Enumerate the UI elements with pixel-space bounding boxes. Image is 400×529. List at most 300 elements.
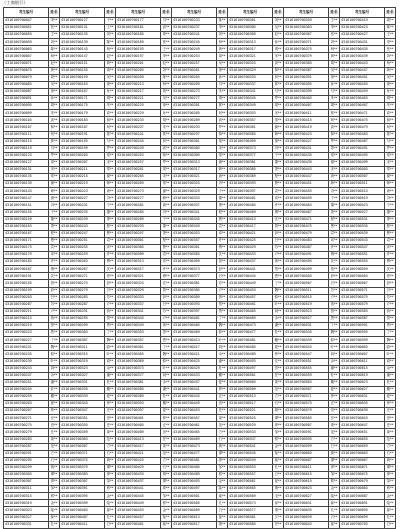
- candidate-id-cell: 4316100700227: [60, 195, 105, 202]
- candidate-id-cell: 4316100700265: [172, 74, 217, 81]
- candidate-name-cell: 傅**: [329, 252, 340, 259]
- candidate-name-cell: 余**: [273, 315, 284, 322]
- candidate-id-cell: 4316100700457: [116, 514, 161, 521]
- candidate-name-cell: 蔡**: [385, 315, 396, 322]
- candidate-id-cell: 4316100700461: [116, 521, 161, 528]
- candidate-name-cell: 金**: [161, 507, 172, 514]
- candidate-id-cell: 4316100700385: [116, 386, 161, 393]
- candidate-name-cell: 马**: [329, 88, 340, 95]
- candidate-id-cell: 4316100700267: [60, 266, 105, 273]
- candidate-name-cell: 梁**: [273, 103, 284, 110]
- candidate-name-cell: 任**: [385, 422, 396, 429]
- candidate-id-cell: 4316100700275: [4, 422, 49, 429]
- candidate-id-cell: 4316100700295: [60, 315, 105, 322]
- table-row: [4, 195, 396, 202]
- candidate-name-cell: 张**: [161, 39, 172, 46]
- candidate-id-cell: 4316100700311: [60, 344, 105, 351]
- candidate-name-cell: 邓**: [385, 245, 396, 252]
- candidate-id-cell: 4316100700115: [4, 138, 49, 145]
- candidate-name-cell: 马**: [161, 18, 172, 25]
- candidate-name-cell: 钟**: [105, 401, 116, 408]
- candidate-name-cell: 冯**: [105, 195, 116, 202]
- candidate-id-cell: 4316100700443: [340, 60, 385, 67]
- candidate-name-cell: 阎**: [161, 372, 172, 379]
- candidate-id-cell: 4316100700309: [172, 152, 217, 159]
- candidate-id-cell: 4316100700245: [172, 39, 217, 46]
- candidate-name-cell: 阎**: [273, 308, 284, 315]
- candidate-id-cell: 4316100700459: [340, 88, 385, 95]
- candidate-name-cell: 罗**: [161, 159, 172, 166]
- candidate-id-cell: 4316100700303: [4, 472, 49, 479]
- candidate-id-cell: 4316100700551: [284, 358, 329, 365]
- candidate-name-cell: 刘**: [273, 18, 284, 25]
- candidate-id-cell: 4316100700379: [60, 464, 105, 471]
- candidate-id-cell: 4316100700385: [172, 287, 217, 294]
- candidate-name-cell: 谢**: [217, 159, 228, 166]
- candidate-id-cell: 4316100700671: [340, 464, 385, 471]
- candidate-name-cell: 石**: [105, 450, 116, 457]
- candidate-name-cell: 徐**: [385, 81, 396, 88]
- candidate-id-cell: 4316100700251: [4, 379, 49, 386]
- candidate-name-cell: 熊**: [329, 479, 340, 486]
- candidate-name-cell: 谢**: [49, 181, 60, 188]
- candidate-id-cell: 4316100700337: [228, 81, 273, 88]
- candidate-id-cell: 4316100700473: [228, 323, 273, 330]
- candidate-name-cell: 朱**: [105, 103, 116, 110]
- candidate-name-cell: 高**: [161, 25, 172, 32]
- candidate-name-cell: 姜**: [385, 429, 396, 436]
- candidate-id-cell: 4316100700533: [228, 429, 273, 436]
- candidate-id-cell: 4316100700191: [4, 273, 49, 280]
- candidate-id-cell: 4316100700611: [340, 358, 385, 365]
- header-name: 姓名: [217, 8, 228, 18]
- candidate-id-cell: 4316100700635: [284, 507, 329, 514]
- candidate-id-cell: 4316100700271: [60, 273, 105, 280]
- candidate-id-cell: 4316100700409: [116, 429, 161, 436]
- candidate-name-cell: 余**: [161, 379, 172, 386]
- candidate-name-cell: 薛**: [217, 330, 228, 337]
- candidate-name-cell: 郭**: [273, 81, 284, 88]
- candidate-name-cell: 田**: [385, 415, 396, 422]
- candidate-name-cell: 傅**: [273, 209, 284, 216]
- candidate-id-cell: 4316100700627: [284, 493, 329, 500]
- candidate-id-cell: 4316100700287: [4, 443, 49, 450]
- candidate-name-cell: 田**: [329, 408, 340, 415]
- candidate-id-cell: 4316100700325: [228, 60, 273, 67]
- candidate-id-cell: 4316100700143: [60, 46, 105, 53]
- candidate-id-cell: 4316100700441: [116, 486, 161, 493]
- candidate-id-cell: 4316100700119: [4, 145, 49, 152]
- candidate-name-cell: 于**: [161, 216, 172, 223]
- candidate-id-cell: 4316100700687: [340, 493, 385, 500]
- candidate-name-cell: 朱**: [273, 53, 284, 60]
- candidate-id-cell: 4316100700535: [284, 330, 329, 337]
- candidate-name-cell: 姚**: [217, 443, 228, 450]
- candidate-id-cell: 4316100700467: [340, 103, 385, 110]
- candidate-name-cell: 姜**: [161, 443, 172, 450]
- candidate-id-cell: 4316100700583: [284, 415, 329, 422]
- candidate-id-cell: 4316100700361: [172, 245, 217, 252]
- candidate-id-cell: 4316100700247: [4, 372, 49, 379]
- candidate-id-cell: 4316100700175: [4, 245, 49, 252]
- candidate-id-cell: 4316100700307: [60, 337, 105, 344]
- candidate-name-cell: 钟**: [161, 415, 172, 422]
- candidate-id-cell: 4316100700509: [172, 507, 217, 514]
- candidate-id-cell: 4316100700197: [116, 53, 161, 60]
- candidate-name-cell: 邓**: [105, 245, 116, 252]
- candidate-id-cell: 4316100700461: [172, 422, 217, 429]
- candidate-id-cell: 4316100700415: [284, 117, 329, 124]
- candidate-id-cell: 4316100700569: [228, 493, 273, 500]
- candidate-id-cell: 4316100700477: [228, 330, 273, 337]
- candidate-name-cell: 贾**: [49, 330, 60, 337]
- candidate-name-cell: 魏**: [273, 287, 284, 294]
- candidate-name-cell: 吴**: [105, 74, 116, 81]
- candidate-id-cell: 4316100700527: [340, 209, 385, 216]
- candidate-name-cell: 冯**: [385, 195, 396, 202]
- header-candidate-id: 考生编号: [340, 8, 385, 18]
- candidate-id-cell: 4316100700495: [340, 152, 385, 159]
- candidate-name-cell: 董**: [273, 159, 284, 166]
- candidate-name-cell: 郑**: [385, 166, 396, 173]
- candidate-id-cell: 4316100700453: [228, 287, 273, 294]
- candidate-id-cell: 4316100700353: [116, 330, 161, 337]
- candidate-id-cell: 4316100700135: [60, 32, 105, 39]
- candidate-name-cell: 高**: [273, 60, 284, 67]
- section-label: （工商银行）: [2, 0, 28, 5]
- candidate-name-cell: 韩**: [161, 195, 172, 202]
- candidate-id-cell: 4316100700359: [60, 429, 105, 436]
- candidate-id-cell: 4316100700219: [60, 181, 105, 188]
- candidate-id-cell: 4316100700179: [4, 252, 49, 259]
- candidate-id-cell: 4316100700607: [284, 457, 329, 464]
- candidate-id-cell: 4316100700327: [60, 372, 105, 379]
- candidate-name-cell: 谢**: [105, 174, 116, 181]
- candidate-name-cell: 金**: [217, 479, 228, 486]
- candidate-id-cell: 4316100700445: [116, 493, 161, 500]
- candidate-id-cell: 4316100700237: [116, 124, 161, 131]
- candidate-name-cell: 蔡**: [161, 330, 172, 337]
- candidate-name-cell: 廖**: [105, 472, 116, 479]
- candidate-id-cell: 4316100700631: [284, 500, 329, 507]
- candidate-name-cell: 何**: [273, 74, 284, 81]
- candidate-name-cell: 廖**: [329, 464, 340, 471]
- candidate-id-cell: 4316100700239: [4, 358, 49, 365]
- table-row: [4, 344, 396, 351]
- candidate-id-cell: 4316100700231: [60, 202, 105, 209]
- candidate-name-cell: 范**: [329, 429, 340, 436]
- candidate-id-cell: 4316100700207: [60, 159, 105, 166]
- table-row: [4, 152, 396, 159]
- candidate-name-cell: 杨**: [329, 46, 340, 53]
- candidate-id-cell: 4316100700213: [116, 81, 161, 88]
- candidate-id-cell: 4316100700381: [172, 280, 217, 287]
- candidate-name-cell: 孙**: [105, 88, 116, 95]
- candidate-id-cell: 4316100700457: [172, 415, 217, 422]
- candidate-name-cell: 叶**: [385, 351, 396, 358]
- candidate-id-cell: 4316100700301: [228, 18, 273, 25]
- table-row: [4, 401, 396, 408]
- candidate-name-cell: 范**: [385, 436, 396, 443]
- table-row: [4, 330, 396, 337]
- table-row: [4, 46, 396, 53]
- candidate-name-cell: 郑**: [49, 174, 60, 181]
- candidate-id-cell: 4316100700095: [4, 103, 49, 110]
- candidate-name-cell: 谢**: [273, 124, 284, 131]
- candidate-name-cell: 林**: [329, 131, 340, 138]
- candidate-id-cell: 4316100700421: [228, 230, 273, 237]
- candidate-name-cell: 吕**: [161, 301, 172, 308]
- candidate-name-cell: 金**: [385, 493, 396, 500]
- candidate-name-cell: 卢**: [161, 315, 172, 322]
- candidate-id-cell: 4316100700447: [340, 67, 385, 74]
- candidate-id-cell: 4316100700447: [284, 174, 329, 181]
- candidate-id-cell: 4316100700147: [4, 195, 49, 202]
- candidate-id-cell: 4316100700331: [4, 521, 49, 528]
- candidate-name-cell: 姚**: [161, 472, 172, 479]
- candidate-id-cell: 4316100700495: [284, 259, 329, 266]
- candidate-name-cell: 田**: [217, 401, 228, 408]
- candidate-id-cell: 4316100700563: [284, 379, 329, 386]
- candidate-name-cell: 刘**: [161, 67, 172, 74]
- table-row: [4, 245, 396, 252]
- candidate-name-cell: 沈**: [217, 252, 228, 259]
- candidate-id-cell: 4316100700279: [60, 287, 105, 294]
- candidate-id-cell: 4316100700499: [340, 159, 385, 166]
- candidate-id-cell: 4316100700091: [4, 96, 49, 103]
- candidate-id-cell: 4316100700151: [60, 60, 105, 67]
- candidate-name-cell: 唐**: [273, 138, 284, 145]
- candidate-name-cell: 潘**: [49, 379, 60, 386]
- candidate-name-cell: 邓**: [329, 237, 340, 244]
- candidate-name-cell: 余**: [329, 358, 340, 365]
- candidate-name-cell: 戴**: [385, 386, 396, 393]
- header-candidate-id: 考生编号: [172, 8, 217, 18]
- table-row: [4, 39, 396, 46]
- candidate-name-cell: 田**: [273, 365, 284, 372]
- candidate-name-cell: 梁**: [385, 152, 396, 159]
- candidate-id-cell: 4316100700243: [60, 223, 105, 230]
- candidate-id-cell: 4316100700409: [228, 209, 273, 216]
- candidate-id-cell: 4316100700445: [228, 273, 273, 280]
- candidate-name-cell: 阎**: [329, 351, 340, 358]
- candidate-id-cell: 4316100700559: [284, 372, 329, 379]
- candidate-name-cell: 蒋**: [49, 315, 60, 322]
- candidate-name-cell: 田**: [161, 429, 172, 436]
- candidate-name-cell: 韩**: [273, 131, 284, 138]
- candidate-name-cell: 彭**: [49, 287, 60, 294]
- candidate-id-cell: 4316100700529: [228, 422, 273, 429]
- candidate-id-cell: 4316100700273: [116, 188, 161, 195]
- candidate-name-cell: 唐**: [329, 174, 340, 181]
- candidate-id-cell: 4316100700351: [60, 415, 105, 422]
- table-row: [4, 386, 396, 393]
- candidate-name-cell: 胡**: [329, 103, 340, 110]
- candidate-id-cell: 4316100700457: [228, 294, 273, 301]
- candidate-name-cell: 蔡**: [49, 323, 60, 330]
- candidate-id-cell: 4316100700227: [4, 337, 49, 344]
- candidate-name-cell: 石**: [161, 464, 172, 471]
- candidate-name-cell: 杜**: [161, 393, 172, 400]
- candidate-id-cell: 4316100700357: [228, 117, 273, 124]
- candidate-id-cell: 4316100700539: [340, 230, 385, 237]
- candidate-id-cell: 4316100700487: [340, 138, 385, 145]
- candidate-name-cell: 杨**: [217, 39, 228, 46]
- candidate-id-cell: 4316100700405: [172, 323, 217, 330]
- candidate-name-cell: 谭**: [329, 457, 340, 464]
- table-row: [4, 429, 396, 436]
- candidate-id-cell: 4316100700199: [4, 287, 49, 294]
- candidate-id-cell: 4316100700139: [60, 39, 105, 46]
- candidate-name-cell: 潘**: [161, 386, 172, 393]
- candidate-name-cell: 余**: [385, 365, 396, 372]
- candidate-id-cell: 4316100700491: [340, 145, 385, 152]
- candidate-id-cell: 4316100700443: [284, 166, 329, 173]
- candidate-id-cell: 4316100700305: [172, 145, 217, 152]
- candidate-name-cell: 许**: [161, 266, 172, 273]
- candidate-id-cell: 4316100700547: [340, 245, 385, 252]
- candidate-id-cell: 4316100700271: [4, 415, 49, 422]
- candidate-id-cell: 4316100700429: [228, 245, 273, 252]
- candidate-id-cell: 4316100700675: [340, 472, 385, 479]
- candidate-id-cell: 4316100700223: [60, 188, 105, 195]
- candidate-id-cell: 4316100700363: [284, 25, 329, 32]
- candidate-id-cell: 4316100700321: [172, 174, 217, 181]
- candidate-id-cell: 4316100700505: [172, 500, 217, 507]
- table-row: [4, 223, 396, 230]
- candidate-name-cell: 秦**: [273, 507, 284, 514]
- candidate-id-cell: 4316100700313: [172, 159, 217, 166]
- table-row: [4, 88, 396, 95]
- candidate-id-cell: 4316100700315: [4, 493, 49, 500]
- candidate-name-cell: 杜**: [105, 379, 116, 386]
- candidate-id-cell: 4316100700485: [228, 344, 273, 351]
- candidate-name-cell: 贾**: [161, 337, 172, 344]
- candidate-id-cell: 4316100700535: [340, 223, 385, 230]
- candidate-name-cell: 于**: [273, 152, 284, 159]
- candidate-name-cell: 宋**: [329, 166, 340, 173]
- candidate-id-cell: 4316100700369: [172, 259, 217, 266]
- candidate-id-cell: 4316100700171: [4, 237, 49, 244]
- candidate-name-cell: 方**: [273, 393, 284, 400]
- candidate-id-cell: 4316100700215: [4, 315, 49, 322]
- candidate-name-cell: 唐**: [105, 188, 116, 195]
- candidate-name-cell: 沈**: [329, 259, 340, 266]
- candidate-name-cell: 徐**: [217, 67, 228, 74]
- candidate-id-cell: 4316100700397: [116, 408, 161, 415]
- candidate-id-cell: 4316100700269: [172, 81, 217, 88]
- candidate-id-cell: 4316100700315: [60, 351, 105, 358]
- candidate-name-cell: 刘**: [105, 32, 116, 39]
- candidate-name-cell: 郝**: [329, 500, 340, 507]
- candidate-id-cell: 4316100700387: [284, 67, 329, 74]
- candidate-id-cell: 4316100700611: [284, 464, 329, 471]
- candidate-name-cell: 许**: [105, 252, 116, 259]
- candidate-id-cell: 4316100700233: [116, 117, 161, 124]
- candidate-id-cell: 4316100700405: [228, 202, 273, 209]
- candidate-id-cell: 4316100700431: [340, 39, 385, 46]
- candidate-name-cell: 朱**: [161, 124, 172, 131]
- candidate-name-cell: 夏**: [329, 386, 340, 393]
- candidate-name-cell: 曹**: [329, 223, 340, 230]
- candidate-name-cell: 袁**: [273, 188, 284, 195]
- candidate-id-cell: 4316100700623: [340, 379, 385, 386]
- candidate-name-cell: 赵**: [49, 60, 60, 67]
- candidate-id-cell: 4316100700259: [4, 393, 49, 400]
- candidate-name-cell: 曹**: [49, 237, 60, 244]
- candidate-id-cell: 4316100700357: [116, 337, 161, 344]
- candidate-id-cell: 4316100700255: [60, 245, 105, 252]
- candidate-id-cell: 4316100700543: [340, 237, 385, 244]
- candidate-name-cell: 赵**: [273, 32, 284, 39]
- candidate-name-cell: 林**: [385, 117, 396, 124]
- candidate-name-cell: 金**: [49, 500, 60, 507]
- candidate-id-cell: 4316100700195: [60, 138, 105, 145]
- candidate-id-cell: 4316100700373: [116, 365, 161, 372]
- candidate-name-cell: 徐**: [329, 74, 340, 81]
- candidate-id-cell: 4316100700297: [172, 131, 217, 138]
- candidate-id-cell: 4316100700545: [228, 450, 273, 457]
- candidate-id-cell: 4316100700349: [116, 323, 161, 330]
- table-row: [4, 372, 396, 379]
- candidate-id-cell: 4316100700503: [340, 166, 385, 173]
- candidate-name-cell: 汪**: [329, 401, 340, 408]
- table-row: [4, 25, 396, 32]
- candidate-id-cell: 4316100700301: [116, 237, 161, 244]
- candidate-id-cell: 4316100700519: [284, 301, 329, 308]
- candidate-name-cell: 蒋**: [273, 259, 284, 266]
- candidate-name-cell: 郭**: [49, 138, 60, 145]
- candidate-name-cell: 王**: [385, 32, 396, 39]
- candidate-name-cell: 叶**: [273, 301, 284, 308]
- candidate-id-cell: 4316100700383: [284, 60, 329, 67]
- candidate-id-cell: 4316100700531: [340, 216, 385, 223]
- candidate-id-cell: 4316100700211: [4, 308, 49, 315]
- candidate-name-cell: 孙**: [49, 96, 60, 103]
- candidate-id-cell: 4316100700579: [340, 301, 385, 308]
- candidate-id-cell: 4316100700407: [60, 514, 105, 521]
- table-row: [4, 159, 396, 166]
- candidate-id-cell: 4316100700481: [228, 337, 273, 344]
- candidate-name-cell: 吴**: [217, 60, 228, 67]
- candidate-id-cell: 4316100700127: [60, 18, 105, 25]
- candidate-id-cell: 4316100700071: [4, 60, 49, 67]
- candidate-name-cell: 曹**: [273, 181, 284, 188]
- candidate-id-cell: 4316100700465: [228, 308, 273, 315]
- candidate-name-cell: 白**: [329, 514, 340, 521]
- candidate-name-cell: 彭**: [385, 280, 396, 287]
- candidate-id-cell: 4316100700473: [172, 443, 217, 450]
- candidate-id-cell: 4316100700265: [116, 174, 161, 181]
- candidate-name-cell: 魏**: [49, 344, 60, 351]
- candidate-name-cell: 郭**: [385, 131, 396, 138]
- candidate-id-cell: 4316100700437: [116, 479, 161, 486]
- candidate-id-cell: 4316100700409: [172, 330, 217, 337]
- table-row: [4, 436, 396, 443]
- candidate-name-cell: 李**: [385, 39, 396, 46]
- candidate-name-cell: 冯**: [273, 145, 284, 152]
- candidate-id-cell: 4316100700455: [284, 188, 329, 195]
- candidate-id-cell: 4316100700607: [340, 351, 385, 358]
- candidate-name-cell: 高**: [161, 145, 172, 152]
- candidate-id-cell: 4316100700365: [228, 131, 273, 138]
- candidate-id-cell: 4316100700585: [228, 521, 273, 528]
- header-name: 姓名: [329, 8, 340, 18]
- candidate-id-cell: 4316100700283: [60, 294, 105, 301]
- candidate-name-cell: 金**: [329, 486, 340, 493]
- table-row: [4, 287, 396, 294]
- candidate-name-cell: 董**: [161, 223, 172, 230]
